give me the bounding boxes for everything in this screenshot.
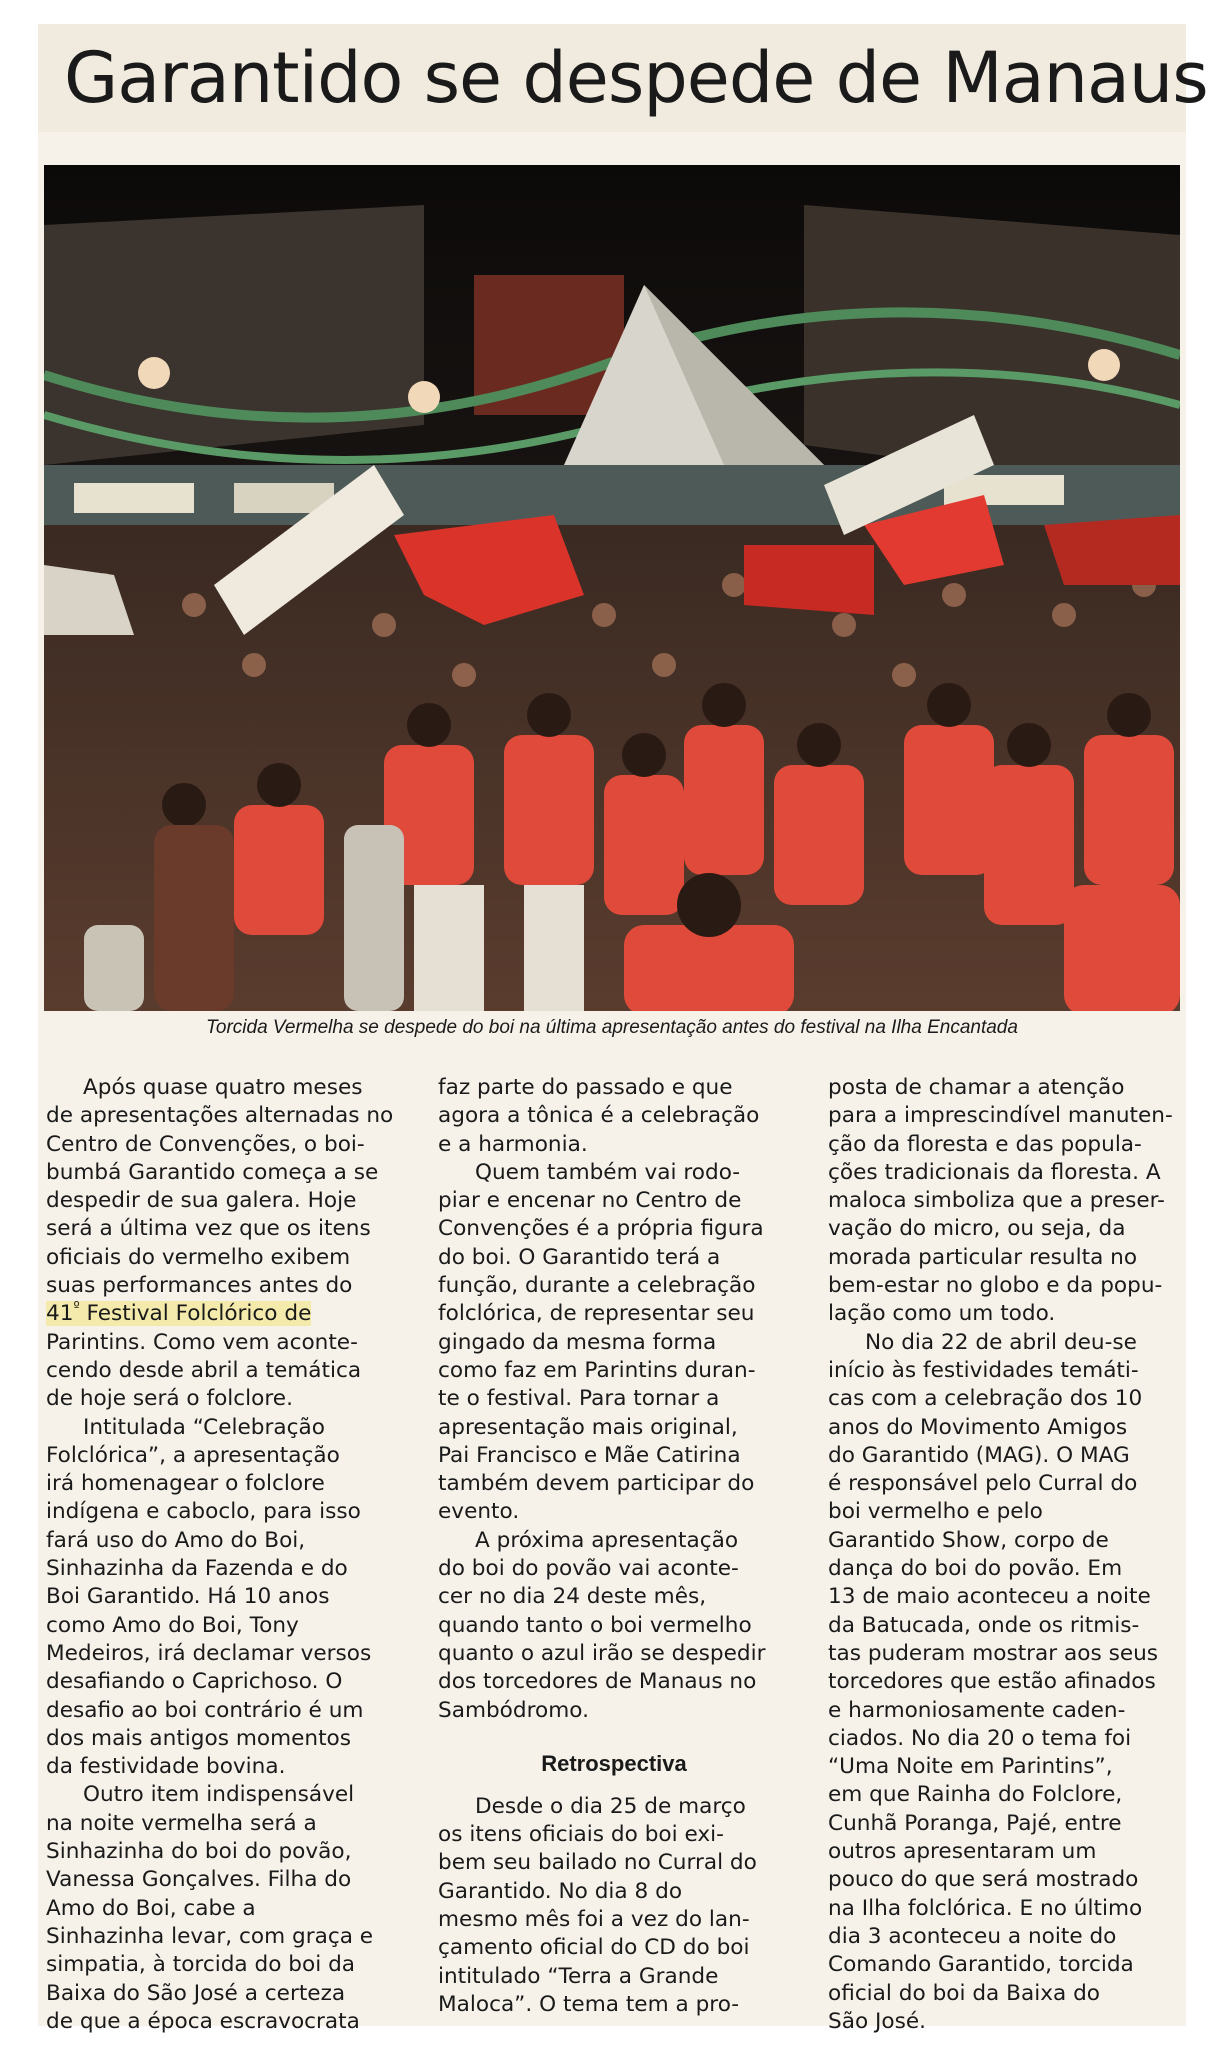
text-line: indígena e caboclo, para isso — [46, 1499, 361, 1525]
text-line: 13 de maio aconteceu a noite — [828, 1584, 1151, 1610]
text-line: dos torcedores de Manaus no — [438, 1669, 757, 1695]
text-line: Quem também vai rodo- — [475, 1159, 741, 1185]
text-line: Sinhazinha da Fazenda e do — [46, 1556, 348, 1582]
text-line: é responsável pelo Curral do — [828, 1471, 1138, 1497]
article-photo — [44, 165, 1180, 1011]
text-line: Garantido Show, corpo de — [828, 1527, 1109, 1553]
photo-caption: Torcida Vermelha se despede do boi na última apresentação antes do festival na Ilha Encantada — [206, 1017, 1018, 1038]
text-line: anos do Movimento Amigos — [828, 1414, 1128, 1440]
text-line: na Ilha folclórica. E no último — [828, 1895, 1143, 1921]
text-line: desafio ao boi contrário é um — [46, 1697, 364, 1723]
text-line-highlighted — [46, 1300, 393, 1328]
text-line: ções tradicionais da floresta. A — [828, 1159, 1161, 1185]
text-line: bumbá Garantido começa a se — [46, 1159, 379, 1185]
headline: Garantido se despede de Manaus — [64, 37, 1208, 119]
text-line: dos mais antigos momentos — [46, 1725, 352, 1751]
text-line: Cunhã Poranga, Pajé, entre — [828, 1810, 1122, 1836]
text-line: quanto o azul irão se despedir — [438, 1640, 766, 1666]
article-column-1 — [46, 1074, 393, 2036]
text-line: bem-estar no globo e da popu- — [828, 1273, 1163, 1299]
text-line: quando tanto o boi vermelho — [438, 1612, 752, 1638]
text-line: do boi do povão vai aconte- — [438, 1556, 739, 1582]
text-line: Sinhazinha levar, com graça e — [46, 1923, 374, 1949]
text-line: Parintins. Como vem aconte- — [46, 1329, 358, 1355]
text-line: simpatia, à torcida do boi da — [46, 1952, 356, 1978]
text-line: çamento oficial do CD do boi — [438, 1935, 750, 1961]
text-line: Desde o dia 25 de março — [475, 1793, 746, 1819]
text-line: do boi. O Garantido terá a — [438, 1244, 721, 1270]
text-line: Intitulada “Celebração — [83, 1414, 325, 1440]
text-line: como faz em Parintins duran- — [438, 1357, 756, 1383]
text-line: maloca simboliza que a preser- — [828, 1188, 1165, 1214]
text-line: Garantido. No dia 8 do — [438, 1878, 683, 1904]
text-line: Convenções é a própria figura — [438, 1216, 764, 1242]
text-line: do Garantido (MAG). O MAG — [828, 1442, 1130, 1468]
text-line: torcedores que estão afinados — [828, 1669, 1156, 1695]
text-line: mesmo mês foi a vez do lan- — [438, 1907, 750, 1933]
text-line: A próxima apresentação — [475, 1527, 739, 1553]
text-line: suas performances antes do — [46, 1273, 353, 1299]
text-line: também devem participar do — [438, 1471, 755, 1497]
text-line: “Uma Noite em Parintins”, — [828, 1754, 1113, 1780]
text-line: cas com a celebração dos 10 — [828, 1386, 1143, 1412]
text-line: evento. — [438, 1499, 520, 1525]
text-line: intitulado “Terra a Grande — [438, 1963, 719, 1989]
text-line: tas puderam mostrar aos seus — [828, 1640, 1159, 1666]
text-line: te o festival. Para tornar a — [438, 1386, 720, 1412]
text-line: Amo do Boi, cabe a — [46, 1895, 256, 1921]
highlight-marker — [46, 1301, 311, 1326]
text-line: Após quase quatro meses — [83, 1075, 363, 1100]
article-column-3 — [828, 1074, 1173, 2036]
text-line: faz parte do passado e que — [438, 1075, 733, 1100]
text-line: será a última vez que os itens — [46, 1216, 371, 1242]
text-line: fará uso do Amo do Boi, — [46, 1527, 306, 1553]
text-line: ção da floresta e das popula- — [828, 1131, 1142, 1157]
text-line: morada particular resulta no — [828, 1244, 1138, 1270]
text-line: Boi Garantido. Há 10 anos — [46, 1584, 330, 1610]
text-line: outros apresentaram um — [828, 1839, 1097, 1865]
text-line: Medeiros, irá declamar versos — [46, 1640, 372, 1666]
text-line: lação como um todo. — [828, 1301, 1056, 1327]
text-line: Sinhazinha do boi do povão, — [46, 1839, 352, 1865]
text-line: Pai Francisco e Mãe Catirina — [438, 1442, 741, 1468]
text-line: apresentação mais original, — [438, 1414, 738, 1440]
text-line: e a harmonia. — [438, 1131, 588, 1157]
text-line: piar e encenar no Centro de — [438, 1188, 742, 1214]
article-column-2 — [438, 1074, 790, 2019]
text-line: de hoje será o folclore. — [46, 1386, 293, 1412]
festival-number: 41 — [46, 1301, 74, 1327]
text-line: dança do boi do povão. Em — [828, 1556, 1123, 1582]
text-line: na noite vermelha será a — [46, 1810, 317, 1836]
text-line: para a imprescindível manuten- — [828, 1103, 1173, 1129]
text-line: cendo desde abril a temática — [46, 1357, 362, 1383]
text-line: Outro item indispensável — [83, 1782, 355, 1808]
text-line: No dia 22 de abril deu-se — [865, 1329, 1137, 1355]
text-line: início às festividades temáti- — [828, 1357, 1139, 1383]
text-line: Comando Garantido, torcida — [828, 1952, 1134, 1978]
text-line: vação do micro, ou seja, da — [828, 1216, 1126, 1242]
text-line: ciados. No dia 20 o tema foi — [828, 1725, 1132, 1751]
text-line: despedir de sua galera. Hoje — [46, 1188, 357, 1214]
text-line: posta de chamar a atenção — [828, 1075, 1125, 1100]
section-subheading: Retrospectiva — [541, 1750, 687, 1776]
text-line: agora a tônica é a celebração — [438, 1103, 760, 1129]
text-line: em que Rainha do Folclore, — [828, 1782, 1123, 1808]
ordinal-sign: º — [73, 1300, 80, 1316]
newspaper-clipping — [38, 24, 1208, 2034]
text-line: dia 3 aconteceu a noite do — [828, 1923, 1117, 1949]
text-line: Baixa do São José a certeza — [46, 1980, 346, 2006]
text-line: da Batucada, onde os ritmis- — [828, 1612, 1140, 1638]
text-line: Maloca”. O tema tem a pro- — [438, 1991, 740, 2017]
text-line: cer no dia 24 deste mês, — [438, 1584, 707, 1610]
text-line: Folclórica”, a apresentação — [46, 1442, 340, 1468]
text-line: pouco do que será mostrado — [828, 1867, 1139, 1893]
festival-name: Festival Folclórico de — [79, 1301, 312, 1327]
text-line: boi vermelho e pelo — [828, 1499, 1043, 1525]
text-line: de que a época escravocrata — [46, 2008, 360, 2034]
text-line: os itens oficiais do boi exi- — [438, 1822, 724, 1848]
text-line: São José. — [828, 2008, 926, 2034]
text-line: oficial do boi da Baixa do — [828, 1980, 1100, 2006]
text-line: bem seu bailado no Curral do — [438, 1850, 757, 1876]
headline-band — [38, 24, 1208, 132]
text-line: função, durante a celebração — [438, 1273, 756, 1299]
text-line: Centro de Convenções, o boi- — [46, 1131, 365, 1157]
text-line: de apresentações alternadas no — [46, 1103, 394, 1129]
text-line: irá homenagear o folclore — [46, 1471, 325, 1497]
text-line: gingado da mesma forma — [438, 1329, 717, 1355]
text-line: da festividade bovina. — [46, 1754, 286, 1780]
text-line: oficiais do vermelho exibem — [46, 1244, 351, 1270]
text-line: como Amo do Boi, Tony — [46, 1612, 299, 1638]
text-line: e harmoniosamente caden- — [828, 1697, 1126, 1723]
text-line: desafiando o Caprichoso. O — [46, 1669, 343, 1695]
text-line: folclórica, de representar seu — [438, 1301, 755, 1327]
text-line: Vanessa Gonçalves. Filha do — [46, 1867, 352, 1893]
crowd-photo-illustration — [44, 165, 1180, 1011]
text-line: Sambódromo. — [438, 1697, 589, 1723]
